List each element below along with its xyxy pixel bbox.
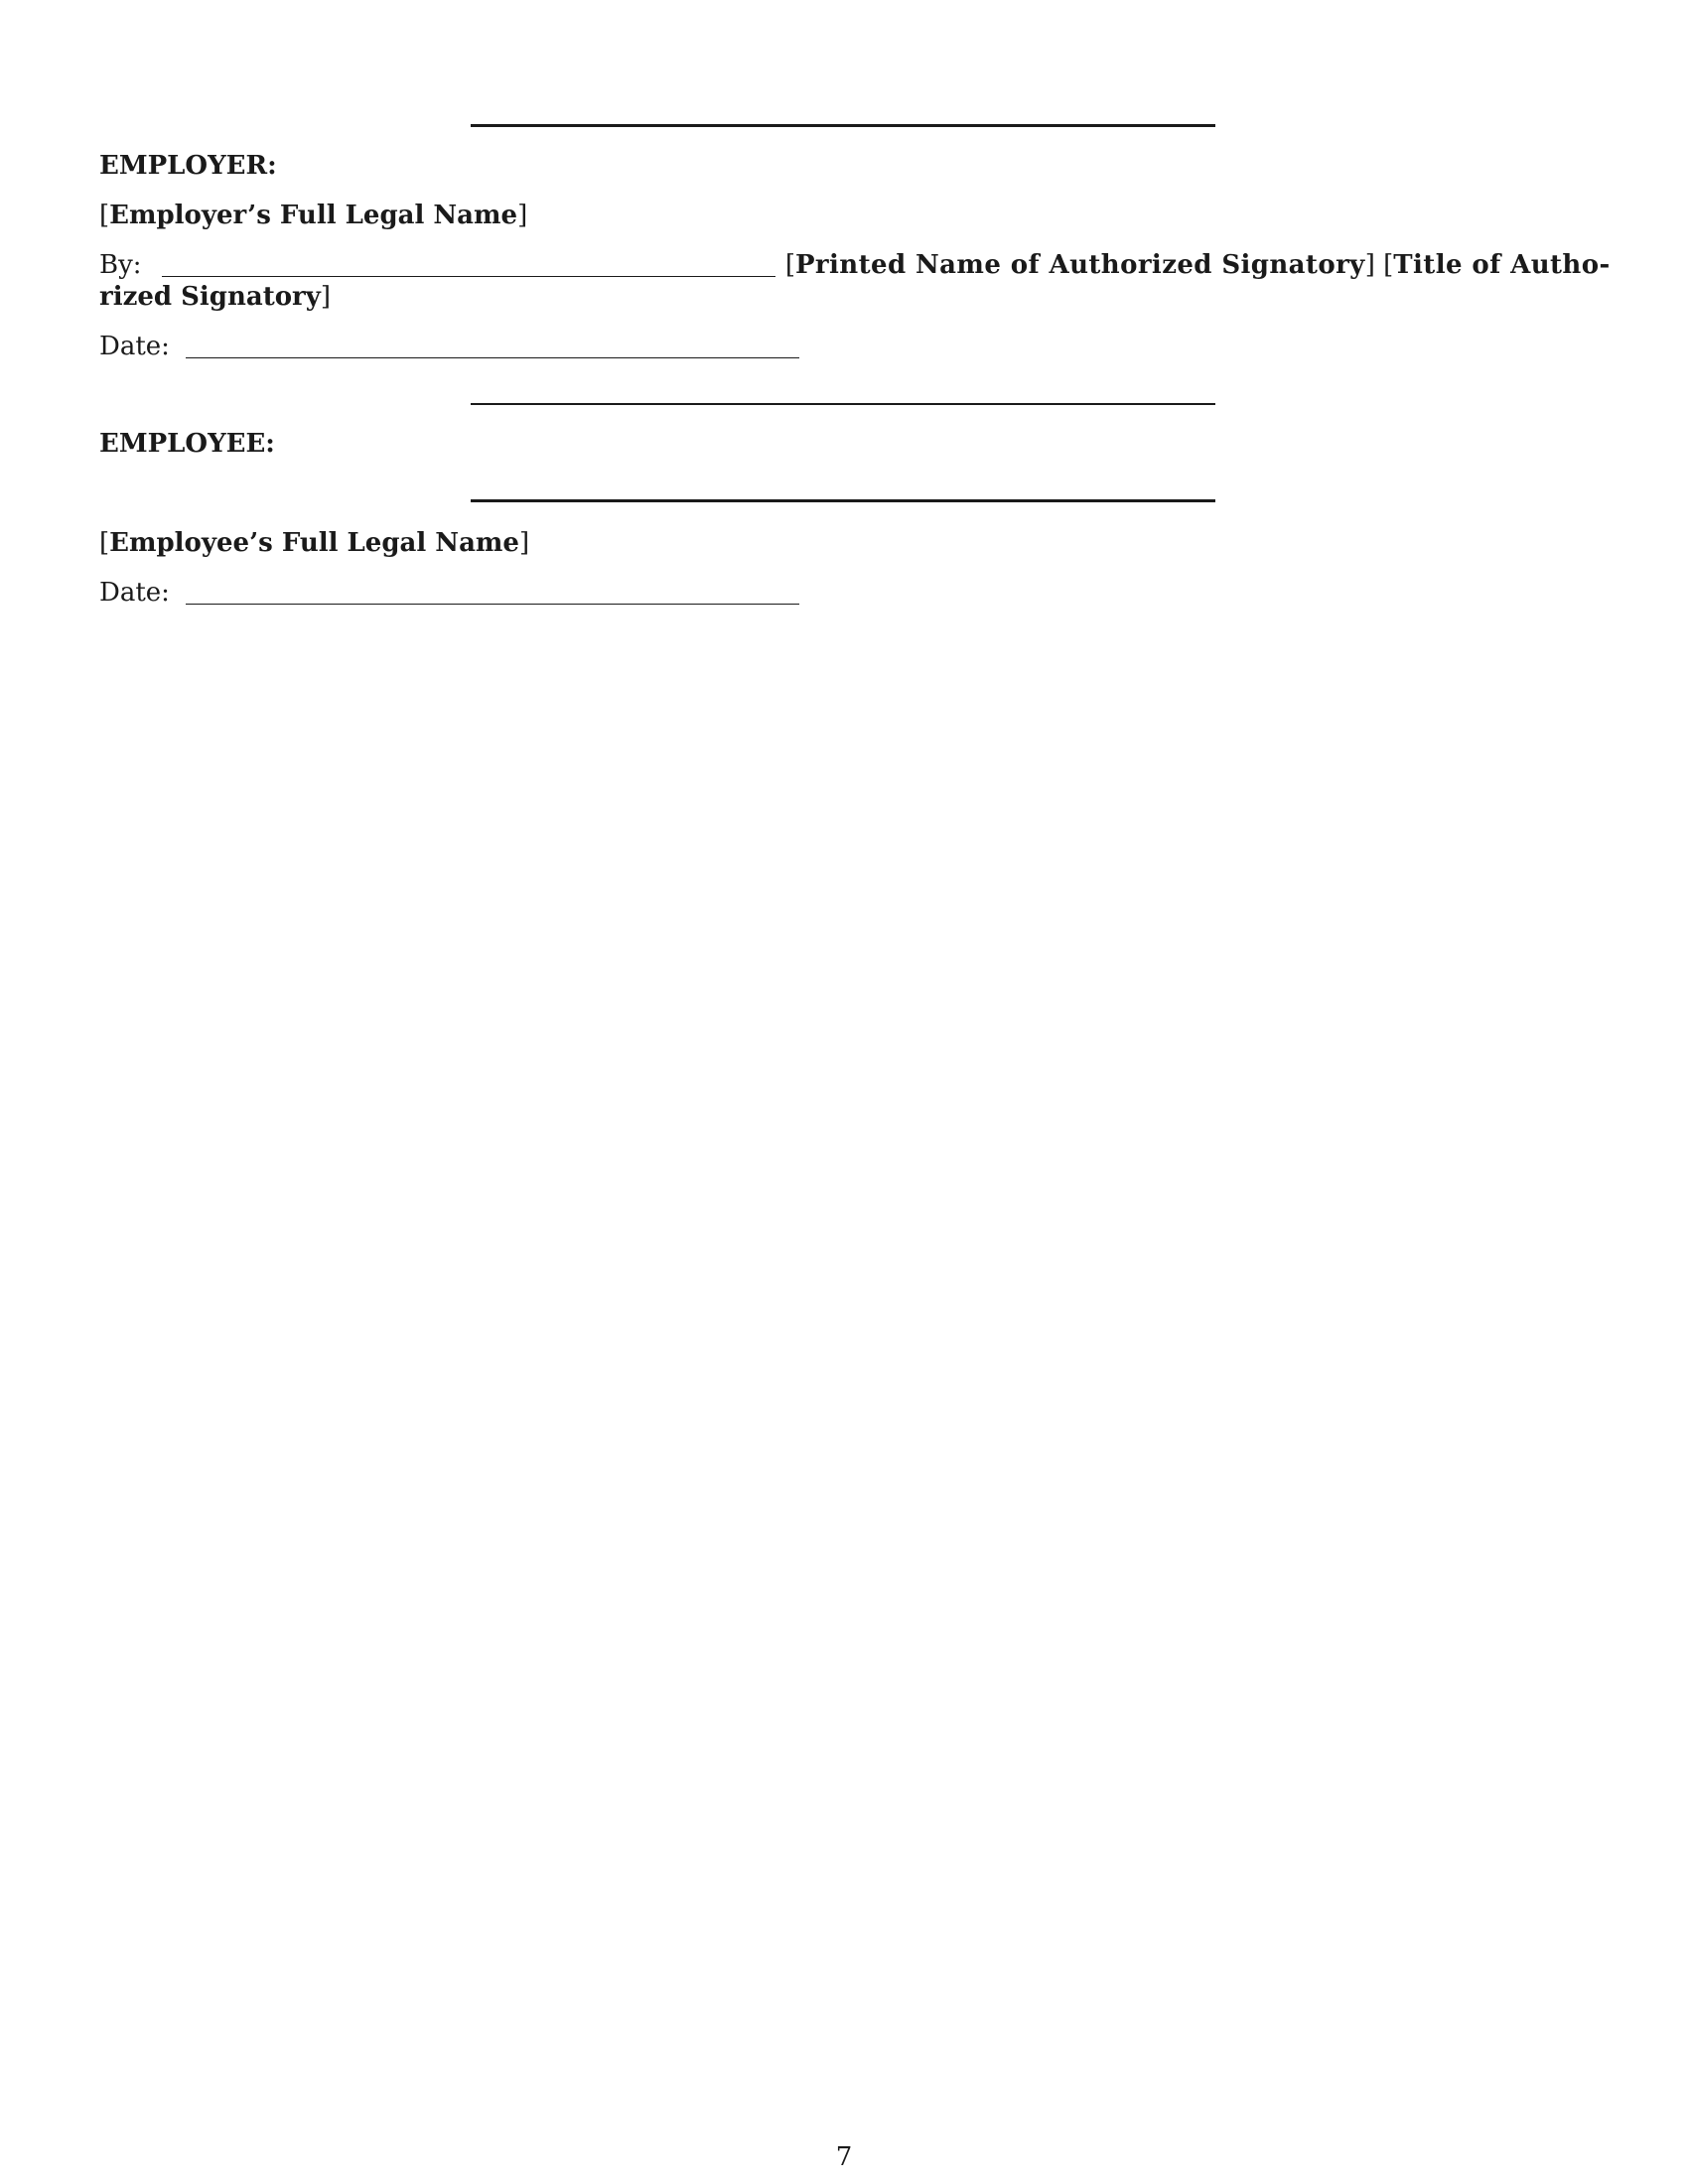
by-label: By: — [99, 250, 142, 280]
bracket-close: ] — [1364, 250, 1375, 280]
bracket-close: ] — [320, 282, 332, 312]
bracket-open: [ — [784, 250, 795, 280]
employee-date-blank[interactable] — [186, 582, 799, 605]
bracket-close: ] — [518, 528, 530, 558]
page-number: 7 — [835, 2142, 853, 2172]
employer-heading: EMPLOYER: — [99, 151, 277, 181]
employer-date-line — [99, 330, 799, 363]
employee-signature-rule[interactable] — [471, 499, 1215, 502]
employee-date-line — [99, 576, 799, 610]
section-rule-middle — [471, 403, 1215, 405]
bracket-open: [ — [1383, 250, 1394, 280]
signatory-title-placeholder-part2: rized Signatory — [99, 282, 321, 312]
bracket-open: [ — [99, 528, 110, 558]
employee-name-line — [99, 526, 529, 560]
signatory-title-placeholder-part1: Title of Autho- — [1393, 250, 1611, 280]
employer-date-blank[interactable] — [186, 336, 799, 358]
signature-blank[interactable] — [162, 254, 775, 277]
employee-name: Employee’s Full Legal Name — [109, 528, 519, 558]
section-rule-top — [471, 124, 1215, 127]
date-label: Date: — [99, 578, 170, 608]
employer-by-line — [99, 248, 1611, 282]
employee-heading: EMPLOYEE: — [99, 429, 275, 459]
date-label: Date: — [99, 332, 170, 361]
bracket-close: ] — [517, 201, 528, 230]
employer-name: Employer’s Full Legal Name — [109, 201, 518, 230]
bracket-open: [ — [99, 201, 110, 230]
employer-title-continuation — [99, 280, 331, 314]
signatory-name-placeholder: Printed Name of Authorized Signatory — [794, 250, 1365, 280]
employer-name-line — [99, 199, 527, 232]
